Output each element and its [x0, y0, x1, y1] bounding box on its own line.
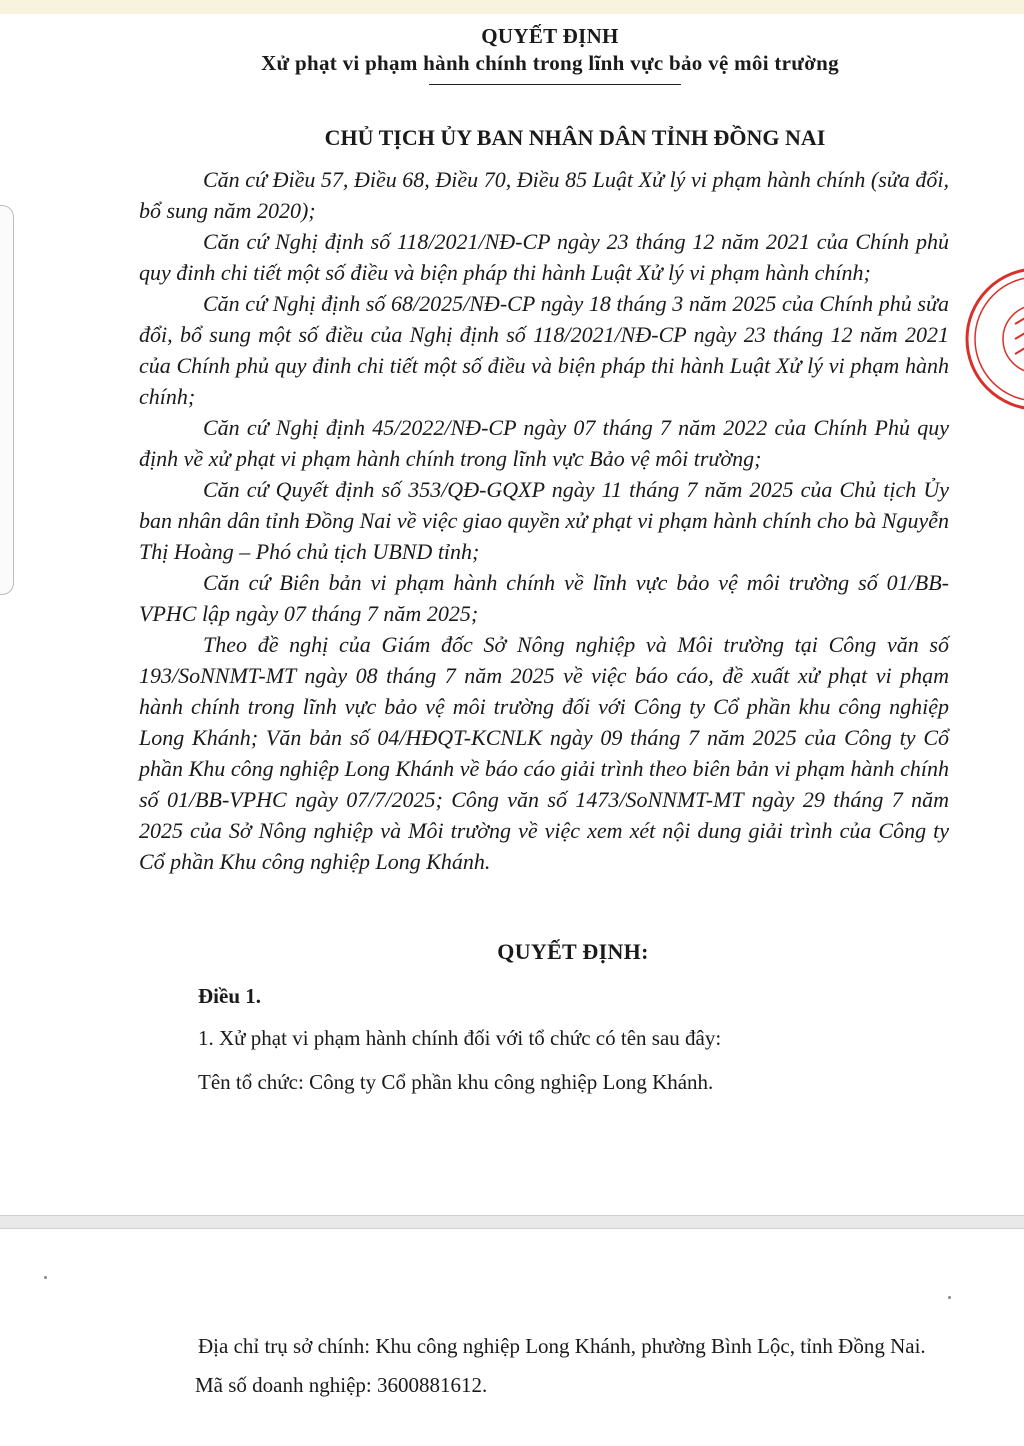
authority-heading: CHỦ TỊCH ỦY BAN NHÂN DÂN TỈNH ĐỒNG NAI [324, 125, 826, 150]
doc-subtitle: Xử phạt vi phạm hành chính trong lĩnh vực bảo vệ môi trường [261, 51, 839, 75]
preamble-paragraph: Căn cứ Nghị định 45/2022/NĐ-CP ngày 07 tháng 7 năm 2022 của Chính Phủ quy định về xử phạt vi phạm hành chính trong lĩnh vực Bảo vệ môi trường; [139, 415, 949, 471]
business-code: Mã số doanh nghiệp: 3600881612. [195, 1373, 488, 1397]
head-office-address [134, 1331, 940, 1362]
organization-name: Tên tổ chức: Công ty Cổ phần khu công nghiệp Long Khánh. [198, 1070, 714, 1094]
preamble-paragraph: Căn cứ Nghị định số 68/2025/NĐ-CP ngày 18 tháng 3 năm 2025 của Chính phủ sửa đổi, bổ sung một số điều của Nghị định số 118/2021/NĐ-CP ngày 23 tháng 12 năm 2021 của Chính phủ quy đinh chi tiết một số điều và biện pháp thi hành Luật Xử lý vi phạm hành chính; [139, 291, 949, 409]
scan-speck [948, 1296, 951, 1299]
preamble-paragraph: Căn cứ Biên bản vi phạm hành chính về lĩnh vực bảo vệ môi trường số 01/BB-VPHC lập ngày 07 tháng 7 năm 2025; [139, 570, 949, 626]
preamble-paragraph: Căn cứ Điều 57, Điều 68, Điều 70, Điều 85 Luật Xử lý vi phạm hành chính (sửa đổi, bổ sung năm 2020); [139, 167, 949, 223]
top-bar [0, 0, 1024, 14]
doc-title: QUYẾT ĐỊNH [481, 24, 619, 48]
page-divider [0, 1215, 1024, 1229]
article-1-item-1: 1. Xử phạt vi phạm hành chính đối với tổ chức có tên sau đây: [198, 1026, 722, 1050]
preamble-paragraph: Căn cứ Nghị định số 118/2021/NĐ-CP ngày 23 tháng 12 năm 2021 của Chính phủ quy đinh chi tiết một số điều và biện pháp thi hành Luật Xử lý vi phạm hành chính; [139, 229, 949, 285]
scan-speck [44, 1276, 47, 1279]
preamble-paragraph: Theo đề nghị của Giám đốc Sở Nông nghiệp và Môi trường tại Công văn số 193/SoNNMT-MT ngày 08 tháng 7 năm 2025 về việc báo cáo, đề xuất xử phạt vi phạm hành chính trong lĩnh vực bảo vệ môi trường đối với Công ty Cổ phần khu công nghiệp Long Khánh; Văn bản số 04/HĐQT-KCNLK ngày 09 tháng 7 năm 2025 của Công ty Cổ phần Khu công nghiệp Long Khánh về báo cáo giải trình theo biên bản vi phạm hành chính số 01/BB-VPHC ngày 07/7/2025; Công văn số 1473/SoNNMT-MT ngày 29 tháng 7 năm 2025 của Sở Nông nghiệp và Môi trường về việc xem xét nội dung giải trình của Công ty Cổ phần Khu công nghiệp Long Khánh. [139, 632, 949, 874]
red-seal-stamp [955, 254, 1024, 424]
preamble-paragraph: Căn cứ Quyết định số 353/QĐ-GQXP ngày 11 tháng 7 năm 2025 của Chủ tịch Ủy ban nhân dân tỉnh Đồng Nai về việc giao quyền xử phạt vi phạm hành chính cho bà Nguyễn Thị Hoàng – Phó chủ tịch UBND tỉnh; [139, 477, 949, 564]
address-text: Địa chỉ trụ sở chính: Khu công nghiệp Long Khánh, phường Bình Lộc, tỉnh Đồng Nai. [198, 1334, 926, 1358]
document-page-2 [0, 1228, 1024, 1446]
decision-heading: QUYẾT ĐỊNH: [497, 939, 649, 964]
document-page-1 [0, 14, 1024, 1214]
title-underline [429, 84, 681, 85]
preamble [139, 164, 949, 877]
article-1-heading: Điều 1. [198, 984, 261, 1008]
